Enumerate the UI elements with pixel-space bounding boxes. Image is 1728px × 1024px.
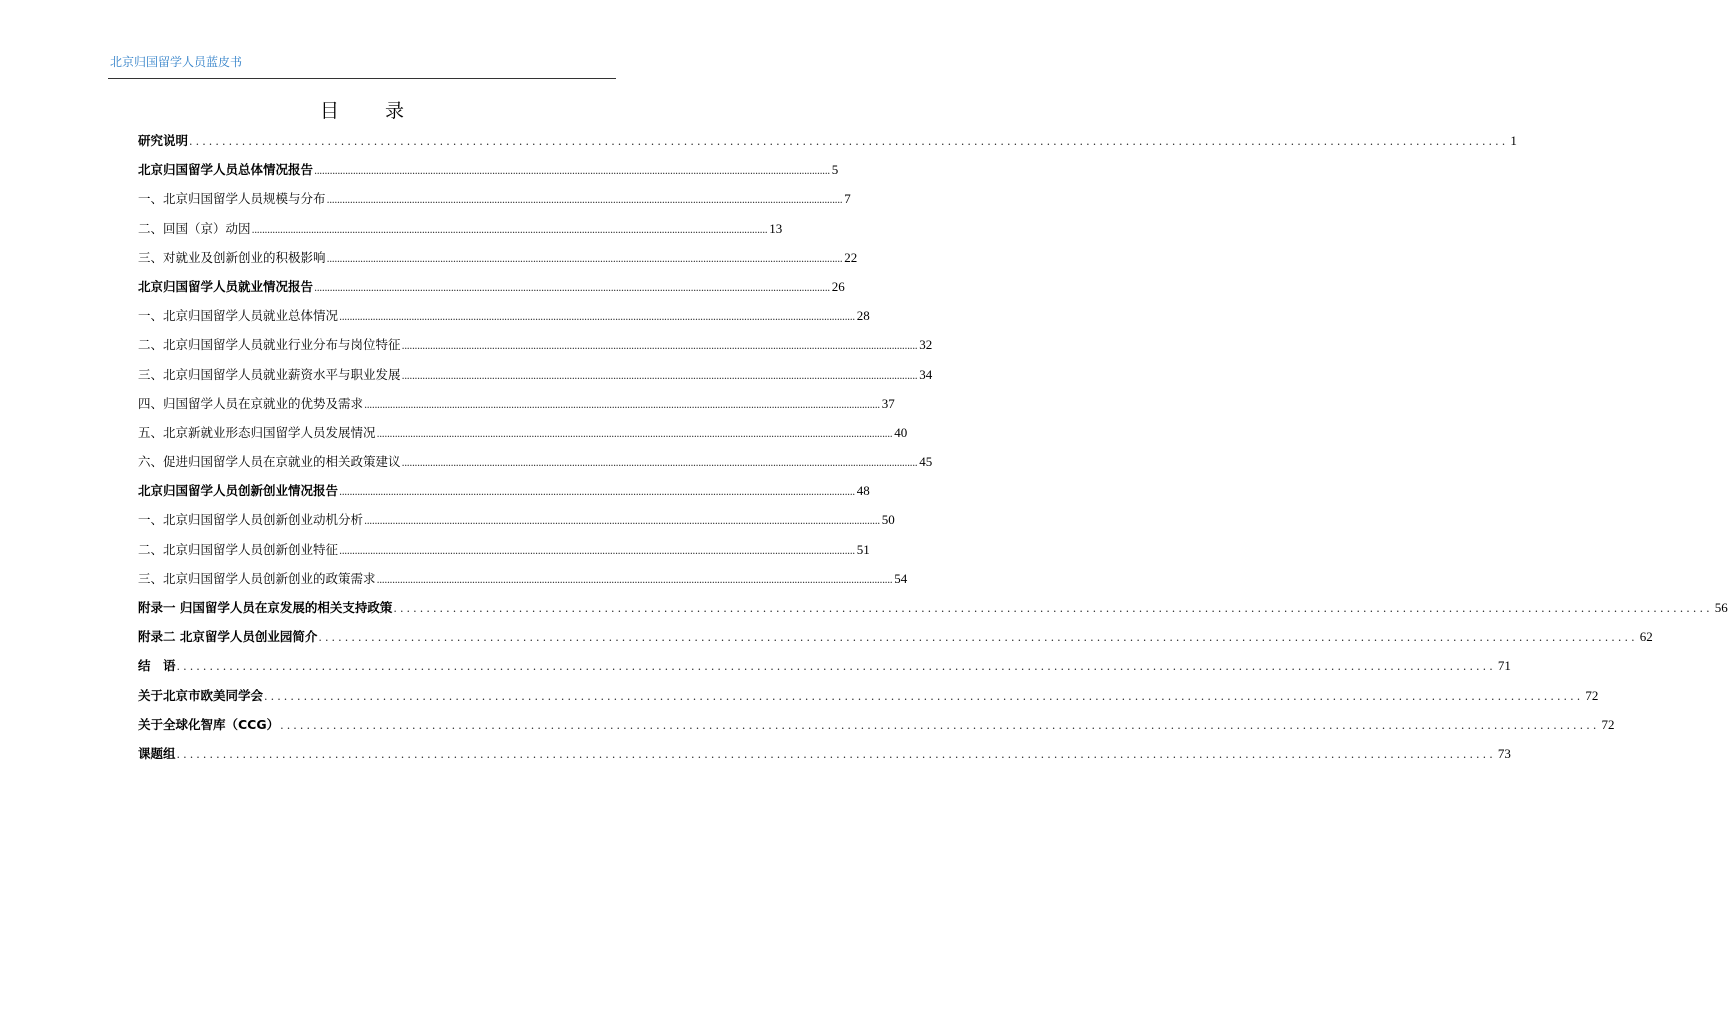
toc-dot-leader: ........................................................................................................................................................................................................	[314, 166, 830, 178]
toc-dot-leader: ........................................................................................................................................................................................................	[401, 341, 918, 353]
toc-dot-leader: ........................................................................................................................................................................................................	[339, 487, 855, 499]
toc-entry-label: 关于全球化智库（CCG）	[138, 716, 280, 732]
toc-entry-label: 附录二 北京留学人员创业园简介	[138, 629, 318, 645]
toc-dot-leader: ........................................................................................................................................................................................................	[393, 602, 1713, 615]
toc-entry-label: 结 语	[138, 658, 176, 674]
toc-entry[interactable]	[138, 423, 908, 452]
toc-entry-label: 三、北京归国留学人员创新创业的政策需求	[138, 570, 376, 586]
toc-entry-page-number: 72	[1585, 687, 1599, 703]
toc-entry[interactable]	[138, 744, 1511, 773]
toc-entry[interactable]	[138, 481, 870, 510]
toc-dot-leader: ........................................................................................................................................................................................................	[176, 747, 1496, 761]
toc-dot-leader: ........................................................................................................................................................................................................	[376, 574, 893, 586]
toc-entry-label: 一、北京归国留学人员规模与分布	[138, 191, 326, 207]
running-header-title: 北京归国留学人员蓝皮书	[110, 55, 243, 69]
toc-entry[interactable]	[138, 160, 839, 189]
toc-entry-page-number: 22	[844, 249, 858, 265]
toc-dot-leader: ........................................................................................................................................................................................................	[280, 718, 1600, 732]
toc-entry[interactable]	[138, 540, 870, 569]
toc-title: 目 录	[319, 100, 425, 122]
toc-entry-label: 三、北京归国留学人员就业薪资水平与职业发展	[138, 366, 401, 382]
toc-dot-leader: ........................................................................................................................................................................................................	[401, 370, 918, 382]
toc-entry-label: 三、对就业及创新创业的积极影响	[138, 249, 326, 265]
toc-entry[interactable]	[138, 248, 858, 277]
toc-entry-label: 一、北京归国留学人员就业总体情况	[138, 308, 339, 324]
toc-entry-label: 北京归国留学人员就业情况报告	[138, 278, 314, 294]
toc-entry[interactable]	[138, 510, 895, 539]
toc-entry-page-number: 56	[1714, 600, 1728, 615]
toc-entry-page-number: 71	[1497, 658, 1511, 674]
toc-entry[interactable]	[138, 452, 933, 481]
toc-entry-page-number: 1	[1510, 133, 1517, 148]
toc-entry-page-number: 28	[856, 308, 870, 324]
toc-entry[interactable]	[138, 656, 1511, 685]
toc-entry-label: 二、北京归国留学人员就业行业分布与岗位特征	[138, 337, 401, 353]
toc-entry-page-number: 73	[1497, 745, 1511, 761]
toc-entry-label: 五、北京新就业形态归国留学人员发展情况	[138, 424, 376, 440]
toc-entry[interactable]	[138, 365, 933, 394]
toc-entry-label: 课题组	[138, 745, 176, 761]
toc-entry[interactable]	[138, 306, 870, 335]
toc-dot-leader: ........................................................................................................................................................................................................	[401, 458, 918, 470]
toc-entry-page-number: 37	[881, 395, 895, 411]
toc-entry-label: 附录一 归国留学人员在京发展的相关支持政策	[138, 600, 393, 615]
toc-entry[interactable]	[138, 335, 933, 364]
toc-entry-page-number: 32	[919, 337, 933, 353]
toc-dot-leader: ........................................................................................................................................................................................................	[251, 224, 768, 236]
header-divider	[108, 78, 616, 79]
toc-dot-leader: ........................................................................................................................................................................................................	[339, 545, 855, 557]
toc-entry[interactable]	[138, 131, 1517, 160]
toc-entry-label: 四、归国留学人员在京就业的优势及需求	[138, 395, 364, 411]
toc-entry-label: 六、促进归国留学人员在京就业的相关政策建议	[138, 454, 401, 470]
toc-entry[interactable]	[138, 598, 1728, 627]
toc-entry-page-number: 51	[856, 541, 870, 557]
toc-entry-page-number: 34	[919, 366, 933, 382]
toc-entry-page-number: 62	[1639, 629, 1653, 645]
toc-entry-page-number: 48	[856, 483, 870, 499]
toc-entry[interactable]	[138, 219, 783, 248]
toc-entry[interactable]	[138, 189, 851, 218]
toc-entry-label: 关于北京市欧美同学会	[138, 687, 264, 703]
toc-entry[interactable]	[138, 627, 1653, 656]
toc-entry-page-number: 54	[894, 570, 908, 586]
toc-dot-leader: ........................................................................................................................................................................................................	[326, 253, 843, 265]
toc-dot-leader: ........................................................................................................................................................................................................	[364, 399, 880, 411]
toc-dot-leader: ........................................................................................................................................................................................................	[264, 689, 1584, 703]
table-of-contents	[138, 131, 1728, 773]
toc-entry-label: 二、回国（京）动因	[138, 220, 251, 236]
toc-entry-page-number: 50	[881, 512, 895, 528]
toc-dot-leader: ........................................................................................................................................................................................................	[176, 660, 1496, 674]
toc-entry-label: 研究说明	[138, 133, 189, 148]
toc-entry-page-number: 13	[769, 220, 783, 236]
toc-dot-leader: ........................................................................................................................................................................................................	[339, 312, 855, 324]
toc-entry-page-number: 40	[894, 424, 908, 440]
toc-dot-leader: ........................................................................................................................................................................................................	[318, 631, 1638, 645]
toc-dot-leader: ........................................................................................................................................................................................................	[376, 428, 893, 440]
toc-entry-page-number: 5	[831, 162, 839, 178]
toc-entry-page-number: 45	[919, 454, 933, 470]
toc-dot-leader: ........................................................................................................................................................................................................	[189, 135, 1509, 148]
toc-entry-label: 北京归国留学人员总体情况报告	[138, 162, 314, 178]
toc-entry[interactable]	[138, 686, 1599, 715]
toc-entry[interactable]	[138, 277, 845, 306]
toc-entry-label: 一、北京归国留学人员创新创业动机分析	[138, 512, 364, 528]
toc-entry-label: 二、北京归国留学人员创新创业特征	[138, 541, 339, 557]
toc-entry-page-number: 7	[844, 191, 851, 207]
toc-dot-leader: ........................................................................................................................................................................................................	[364, 516, 880, 528]
toc-entry[interactable]	[138, 715, 1615, 744]
toc-entry-page-number: 72	[1601, 716, 1615, 732]
toc-dot-leader: ........................................................................................................................................................................................................	[326, 195, 843, 207]
toc-entry-page-number: 26	[831, 278, 845, 294]
toc-entry[interactable]	[138, 394, 895, 423]
toc-entry-label: 北京归国留学人员创新创业情况报告	[138, 483, 339, 499]
toc-entry[interactable]	[138, 569, 908, 598]
toc-dot-leader: ........................................................................................................................................................................................................	[314, 282, 830, 294]
